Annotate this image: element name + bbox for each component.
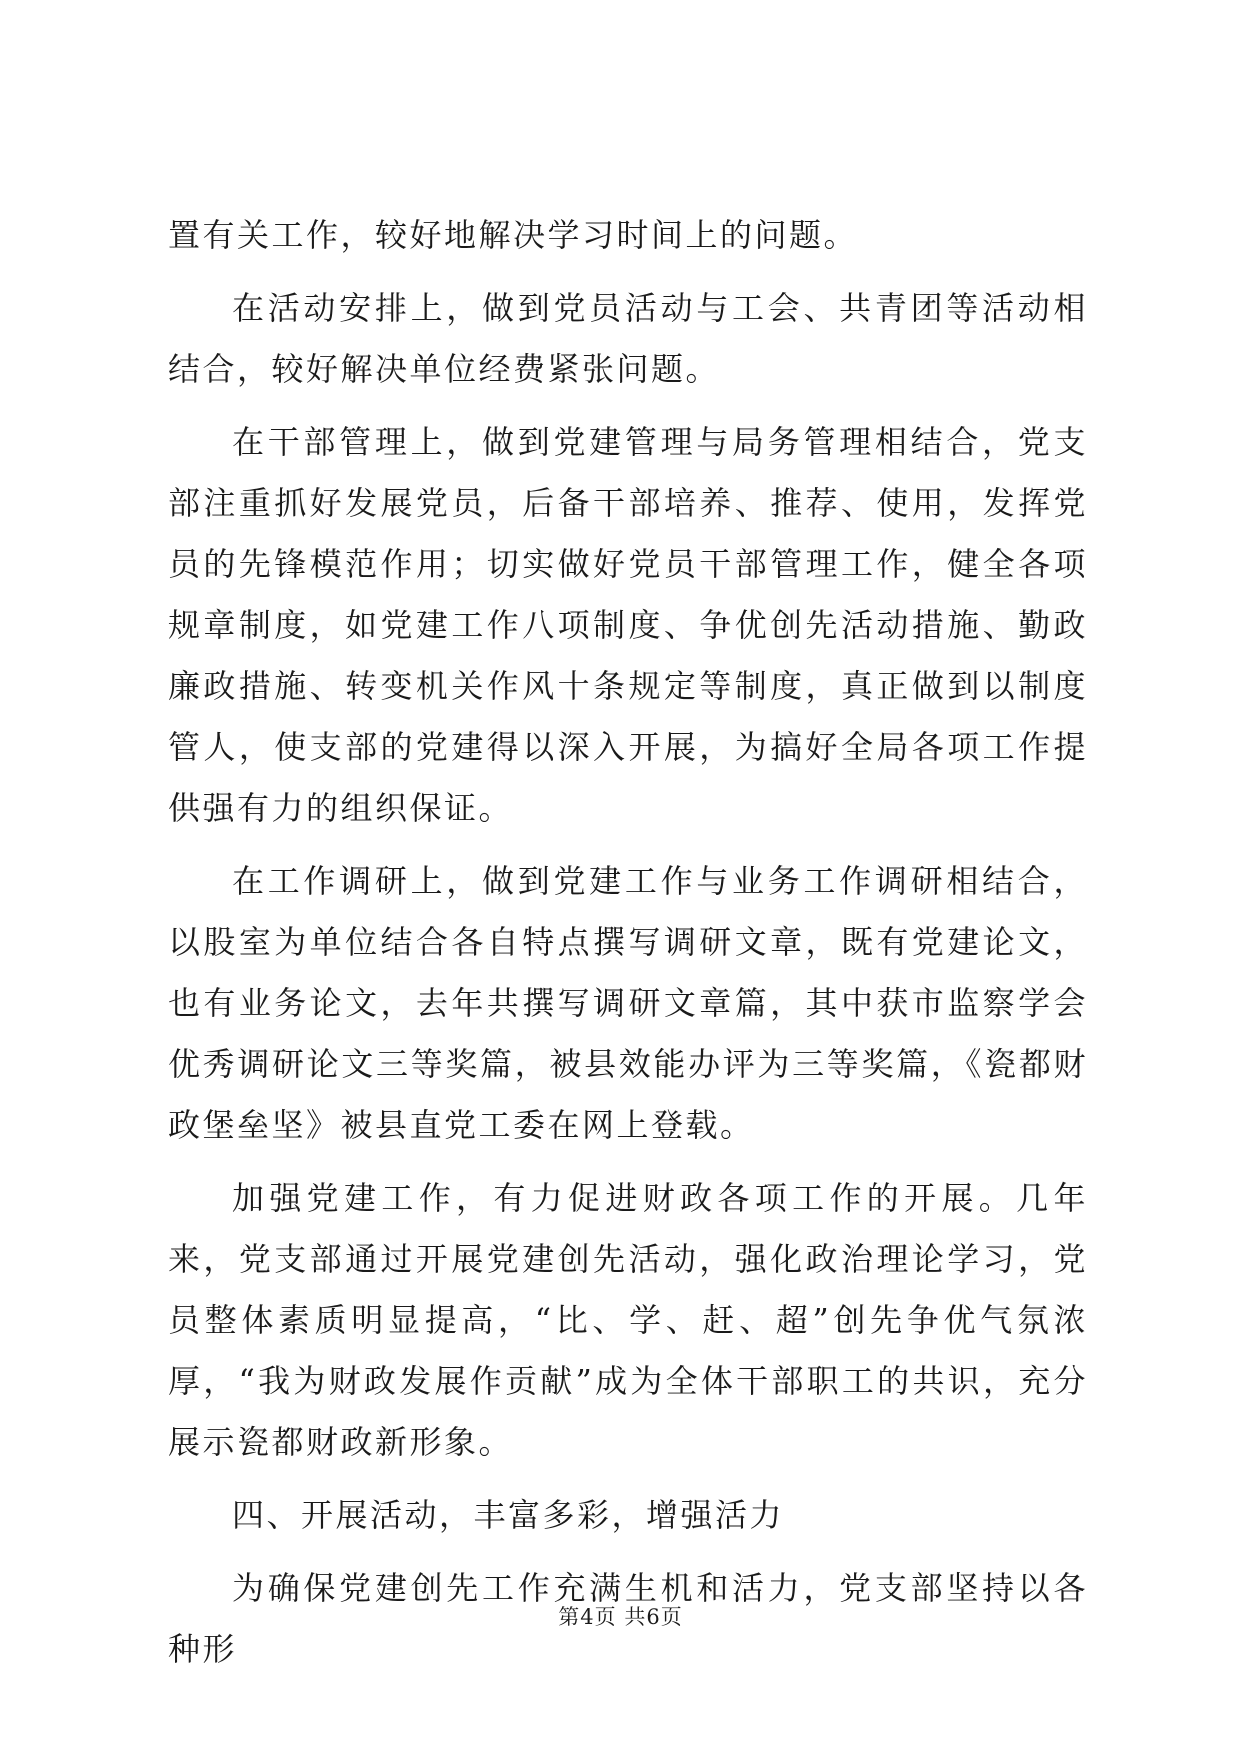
document-body [168, 205, 1088, 1692]
paragraph-1: 置有关工作，较好地解决学习时间上的问题。 [168, 216, 859, 254]
section-heading: 四、开展活动，丰富多彩，增强活力 [232, 1496, 785, 1534]
paragraph-3: 在干部管理上，做到党建管理与局务管理相结合，党支部注重抓好发展党员，后备干部培养、推荐、使用，发挥党员的先锋模范作用；切实做好党员干部管理工作，健全各项规章制度，如党建工作八项制度、争优创先活动措施、勤政廉政措施、转变机关作风十条规定等制度，真正做到以制度管人，使支部的党建得以深入开展，为搞好全局各项工作提供强有力的组织保证。 [168, 423, 1088, 827]
paragraph-2: 在活动安排上，做到党员活动与工会、共青团等活动相结合，较好解决单位经费紧张问题。 [168, 289, 1088, 388]
paragraph-6: 为确保党建创先工作充满生机和活力，党支部坚持以各种形 [168, 1569, 1088, 1668]
paragraph-5: 加强党建工作，有力促进财政各项工作的开展。几年来，党支部通过开展党建创先活动，强化政治理论学习，党员整体素质明显提高，“比、学、赶、超”创先争优气氛浓厚，“我为财政发展作贡献”成为全体干部职工的共识，充分展示瓷都财政新形象。 [168, 1179, 1088, 1461]
paragraph-4: 在工作调研上，做到党建工作与业务工作调研相结合，以股室为单位结合各自特点撰写调研文章，既有党建论文，也有业务论文，去年共撰写调研文章篇，其中获市监察学会优秀调研论文三等奖篇，被县效能办评为三等奖篇，《瓷都财政堡垒坚》被县直党工委在网上登载。 [168, 862, 1088, 1144]
page-number-footer: 第4页 共6页 [558, 1605, 683, 1629]
